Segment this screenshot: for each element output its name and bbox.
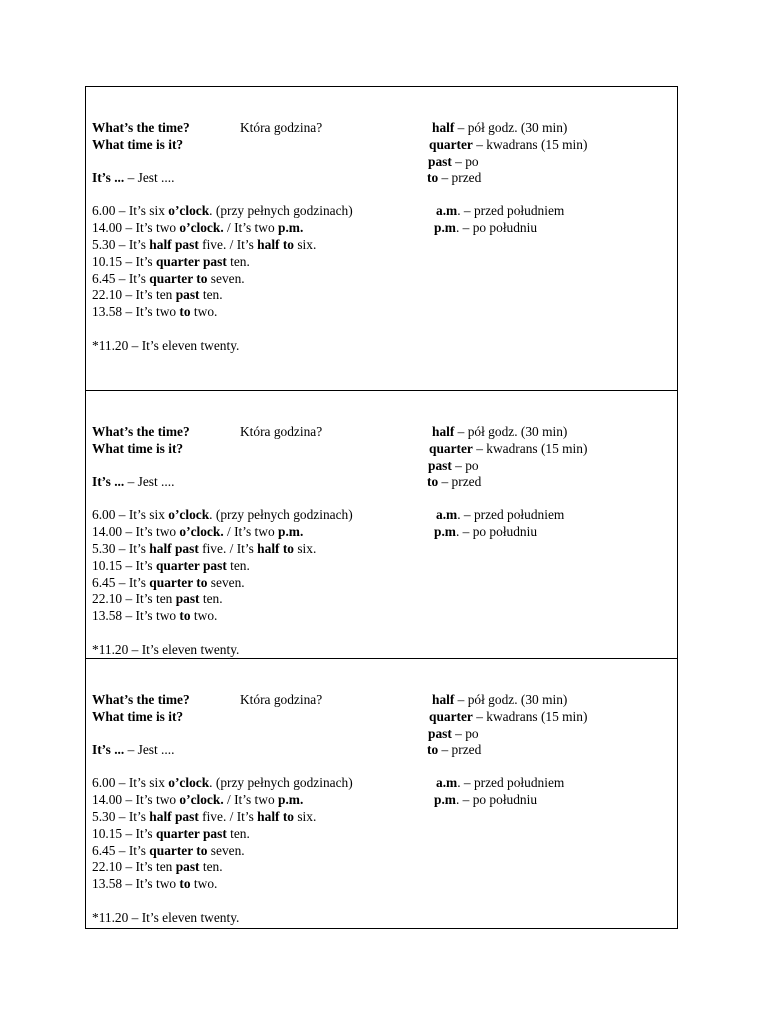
vocab-half: half – pół godz. (30 min) [432,120,568,135]
example-two-oclock: 14.00 – It’s two o’clock. / It’s two p.m. [92,220,304,235]
example-quarter-past-ten: 10.15 – It’s quarter past ten. [92,254,250,269]
vocab-quarter: quarter – kwadrans (15 min) [429,709,588,724]
question-whats-the-time: What’s the time? [92,692,190,707]
vocab-half: half – pół godz. (30 min) [432,692,568,707]
example-ten-past-ten: 22.10 – It’s ten past ten. [92,859,223,874]
example-quarter-past-ten: 10.15 – It’s quarter past ten. [92,826,250,841]
question-whats-the-time: What’s the time? [92,120,190,135]
vocab-past: past – po [428,458,479,473]
example-six-oclock: 6.00 – It’s six o’clock. (przy pełnych godzinach) [92,203,353,218]
example-two-oclock: 14.00 – It’s two o’clock. / It’s two p.m. [92,792,304,807]
question-what-time-is-it: What time is it? [92,709,184,724]
question-translation: Która godzina? [240,120,323,135]
example-two-to-two: 13.58 – It’s two to two. [92,876,218,891]
vocab-quarter: quarter – kwadrans (15 min) [429,441,588,456]
vocab-past: past – po [428,726,479,741]
question-what-time-is-it: What time is it? [92,441,184,456]
example-ten-past-ten: 22.10 – It’s ten past ten. [92,287,223,302]
vocab-past: past – po [428,154,479,169]
example-half-past-five: 5.30 – It’s half past five. / It’s half to six. [92,237,317,252]
vocab-pm: p.m. – po południu [434,220,538,235]
example-eleven-twenty: *11.20 – It’s eleven twenty. [92,338,240,353]
vocab-am: a.m. – przed południem [436,507,565,522]
example-two-to-two: 13.58 – It’s two to two. [92,304,218,319]
example-quarter-past-ten: 10.15 – It’s quarter past ten. [92,558,250,573]
example-two-oclock: 14.00 – It’s two o’clock. / It’s two p.m. [92,524,304,539]
vocab-am: a.m. – przed południem [436,203,565,218]
vocab-to: to – przed [427,170,482,185]
its-jest: It’s ... – Jest .... [92,474,175,489]
vocab-pm: p.m. – po południu [434,524,538,539]
example-quarter-to-seven: 6.45 – It’s quarter to seven. [92,843,245,858]
example-eleven-twenty: *11.20 – It’s eleven twenty. [92,642,240,657]
its-jest: It’s ... – Jest .... [92,170,175,185]
example-quarter-to-seven: 6.45 – It’s quarter to seven. [92,271,245,286]
example-half-past-five: 5.30 – It’s half past five. / It’s half to six. [92,809,317,824]
vocab-quarter: quarter – kwadrans (15 min) [429,137,588,152]
example-half-past-five: 5.30 – It’s half past five. / It’s half to six. [92,541,317,556]
example-ten-past-ten: 22.10 – It’s ten past ten. [92,591,223,606]
time-card-3 [85,658,678,929]
time-card-2 [85,390,678,659]
vocab-to: to – przed [427,742,482,757]
question-translation: Która godzina? [240,424,323,439]
example-six-oclock: 6.00 – It’s six o’clock. (przy pełnych godzinach) [92,507,353,522]
question-what-time-is-it: What time is it? [92,137,184,152]
question-whats-the-time: What’s the time? [92,424,190,439]
time-card-1 [85,86,678,391]
example-six-oclock: 6.00 – It’s six o’clock. (przy pełnych godzinach) [92,775,353,790]
example-quarter-to-seven: 6.45 – It’s quarter to seven. [92,575,245,590]
vocab-pm: p.m. – po południu [434,792,538,807]
its-jest: It’s ... – Jest .... [92,742,175,757]
example-eleven-twenty: *11.20 – It’s eleven twenty. [92,910,240,925]
vocab-am: a.m. – przed południem [436,775,565,790]
vocab-to: to – przed [427,474,482,489]
vocab-half: half – pół godz. (30 min) [432,424,568,439]
example-two-to-two: 13.58 – It’s two to two. [92,608,218,623]
question-translation: Która godzina? [240,692,323,707]
